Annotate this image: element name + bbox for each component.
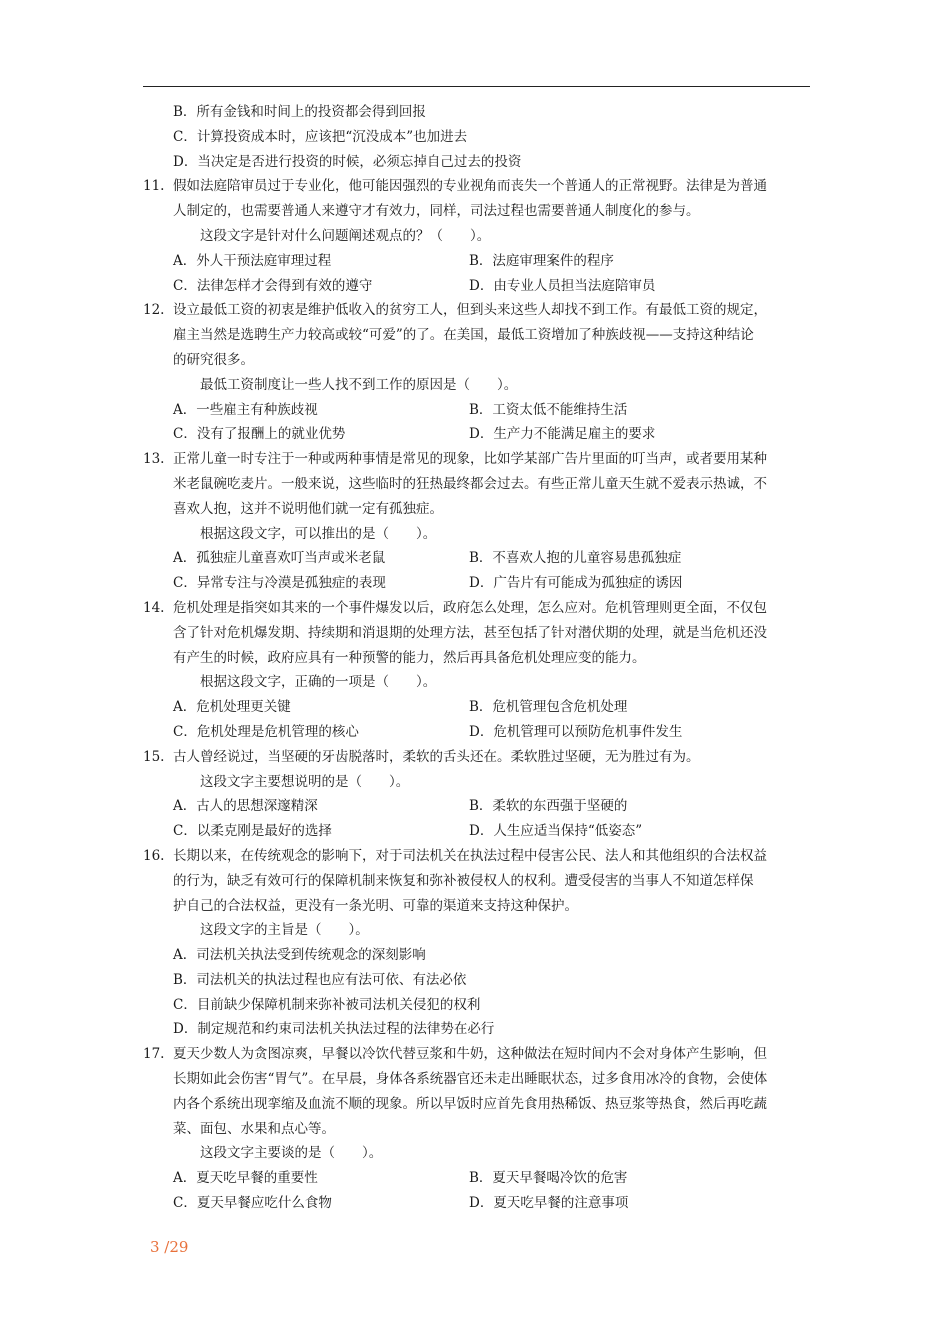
option-b: B．司法机关的执法过程也应有法可依、有法必依 (173, 971, 467, 988)
option-a: A．危机处理更关键 (173, 699, 291, 716)
option-d: D．制定规范和约束司法机关执法过程的法律势在必行 (173, 1021, 495, 1038)
option-a: A．外人干预法庭审理过程 (173, 252, 332, 269)
option-b: B．危机管理包含危机处理 (469, 699, 628, 716)
question-prompt: 根据这段文字，可以推出的是（ ）。 (200, 525, 437, 542)
option-c: C．异常专注与冷漠是孤独症的表现 (173, 575, 386, 592)
question-prompt: 这段文字主要想说明的是（ ）。 (200, 773, 410, 790)
option-c: C．夏天早餐应吃什么食物 (173, 1195, 332, 1212)
option-d: D．由专业人员担当法庭陪审员 (469, 277, 656, 294)
carry-option-c: C．计算投资成本时，应该把“沉没成本”也加进去 (173, 128, 468, 145)
question-text-line: 内各个系统出现挛缩及血流不顺的现象。所以早饭时应首先食用热稀饭、热豆浆等热食，然后再吃蔬 (173, 1095, 767, 1112)
page-number: 3 /29 (150, 1238, 189, 1256)
option-d: D．广告片有可能成为孤独症的诱因 (469, 575, 683, 592)
option-a: A．夏天吃早餐的重要性 (173, 1170, 318, 1187)
question-text-line: 长期以来，在传统观念的影响下，对于司法机关在执法过程中侵害公民、法人和其他组织的合法权益 (173, 847, 767, 864)
question-text-line: 有产生的时候，政府应具有一种预警的能力，然后再具备危机处理应变的能力。 (173, 649, 646, 666)
question-text-line: 人制定的，也需要普通人来遵守才有效力，同样，司法过程也需要普通人制度化的参与。 (173, 203, 700, 220)
option-a: A．孤独症儿童喜欢叮当声或米老鼠 (173, 550, 386, 567)
option-d: D．人生应适当保持“低姿态” (469, 823, 643, 840)
question-text-line: 危机处理是指突如其来的一个事件爆发以后，政府怎么处理，怎么应对。危机管理则更全面，不仅包 (173, 599, 767, 616)
carry-option-d: D．当决定是否进行投资的时候，必须忘掉自己过去的投资 (173, 153, 522, 170)
question-text-line: 含了针对危机爆发期、持续期和消退期的处理方法，甚至包括了针对潜伏期的处理，就是当危机还没 (173, 624, 767, 641)
option-d: D．危机管理可以预防危机事件发生 (469, 723, 683, 740)
question-prompt: 这段文字的主旨是（ ）。 (200, 922, 369, 939)
question-text-line: 喜欢人抱，这并不说明他们就一定有孤独症。 (173, 500, 443, 517)
question-text-line: 古人曾经说过，当坚硬的牙齿脱落时，柔软的舌头还在。柔软胜过坚硬，无为胜过有为。 (173, 748, 700, 765)
question-text-line: 正常儿童一时专注于一种或两种事情是常见的现象，比如学某部广告片里面的叮当声，或者要用某种 (173, 451, 767, 468)
question-text-line: 的行为，缺乏有效可行的保障机制来恢复和弥补被侵权人的权利。遭受侵害的当事人不知道怎样保 (173, 872, 754, 889)
question-12 (143, 298, 810, 447)
question-prompt: 这段文字是针对什么问题阐述观点的？（ ）。 (200, 227, 491, 244)
question-prompt: 最低工资制度让一些人找不到工作的原因是（ ）。 (200, 376, 518, 393)
option-a: A．司法机关执法受到传统观念的深刻影响 (173, 947, 426, 964)
option-c: C．没有了报酬上的就业优势 (173, 426, 346, 443)
question-text-line: 设立最低工资的初衷是维护低收入的贫穷工人，但到头来这些人却找不到工作。有最低工资的规定， (173, 302, 767, 319)
question-15 (143, 745, 810, 844)
question-text-line: 米老鼠碗吃麦片。一般来说，这些临时的狂热最终都会过去。有些正常儿童天生就不爱表示热诚，不 (173, 475, 767, 492)
question-16 (143, 844, 810, 1042)
question-11 (143, 174, 810, 298)
question-text-line: 假如法庭陪审员过于专业化，他可能因强烈的专业视角而丧失一个普通人的正常视野。法律是为普通 (173, 178, 767, 195)
question-number: 15. (143, 748, 165, 765)
question-14 (143, 596, 810, 745)
question-text-line: 护自己的合法权益，更没有一条光明、可靠的渠道来支持这种保护。 (173, 897, 578, 914)
question-prompt: 这段文字主要谈的是（ ）。 (200, 1145, 383, 1162)
question-text-line: 菜、面包、水果和点心等。 (173, 1120, 335, 1137)
option-b: B．不喜欢人抱的儿童容易患孤独症 (469, 550, 682, 567)
option-b: B．法庭审理案件的程序 (469, 252, 614, 269)
carry-option-b: B．所有金钱和时间上的投资都会得到回报 (173, 104, 426, 120)
question-text-line: 夏天少数人为贪图凉爽，早餐以冷饮代替豆浆和牛奶，这种做法在短时间内不会对身体产生影响，但 (173, 1046, 767, 1063)
question-text-line: 的研究很多。 (173, 351, 254, 368)
question-text-line: 雇主当然是选聘生产力较高或较“可爱”的了。在美国，最低工资增加了种族歧视——支持这种结论 (173, 327, 754, 344)
option-c: C．目前缺少保障机制来弥补被司法机关侵犯的权利 (173, 996, 481, 1013)
option-c: C．危机处理是危机管理的核心 (173, 723, 359, 740)
option-b: B．柔软的东西强于坚硬的 (469, 798, 628, 815)
question-number: 12. (143, 302, 165, 319)
option-a: A．古人的思想深邃精深 (173, 798, 318, 815)
header-rule (143, 86, 810, 87)
option-d: D．夏天吃早餐的注意事项 (469, 1195, 629, 1212)
question-prompt: 根据这段文字，正确的一项是（ ）。 (200, 674, 437, 691)
question-number: 14. (143, 599, 165, 616)
option-a: A．一些雇主有种族歧视 (173, 401, 318, 418)
question-number: 17. (143, 1046, 165, 1063)
option-c: C．法律怎样才会得到有效的遵守 (173, 277, 373, 294)
question-number: 11. (143, 178, 165, 195)
option-b: B．夏天早餐喝冷饮的危害 (469, 1170, 628, 1187)
question-17 (143, 1042, 810, 1216)
question-text-line: 长期如此会伤害“胃气”。在早晨，身体各系统器官还未走出睡眠状态，过多食用冰冷的食物，会使体 (173, 1071, 768, 1088)
option-d: D．生产力不能满足雇主的要求 (469, 426, 656, 443)
question-13 (143, 447, 810, 596)
page-content (143, 100, 810, 1216)
option-b: B．工资太低不能维持生活 (469, 401, 628, 418)
question-number: 16. (143, 847, 165, 864)
question-number: 13. (143, 451, 165, 468)
option-c: C．以柔克刚是最好的选择 (173, 823, 332, 840)
